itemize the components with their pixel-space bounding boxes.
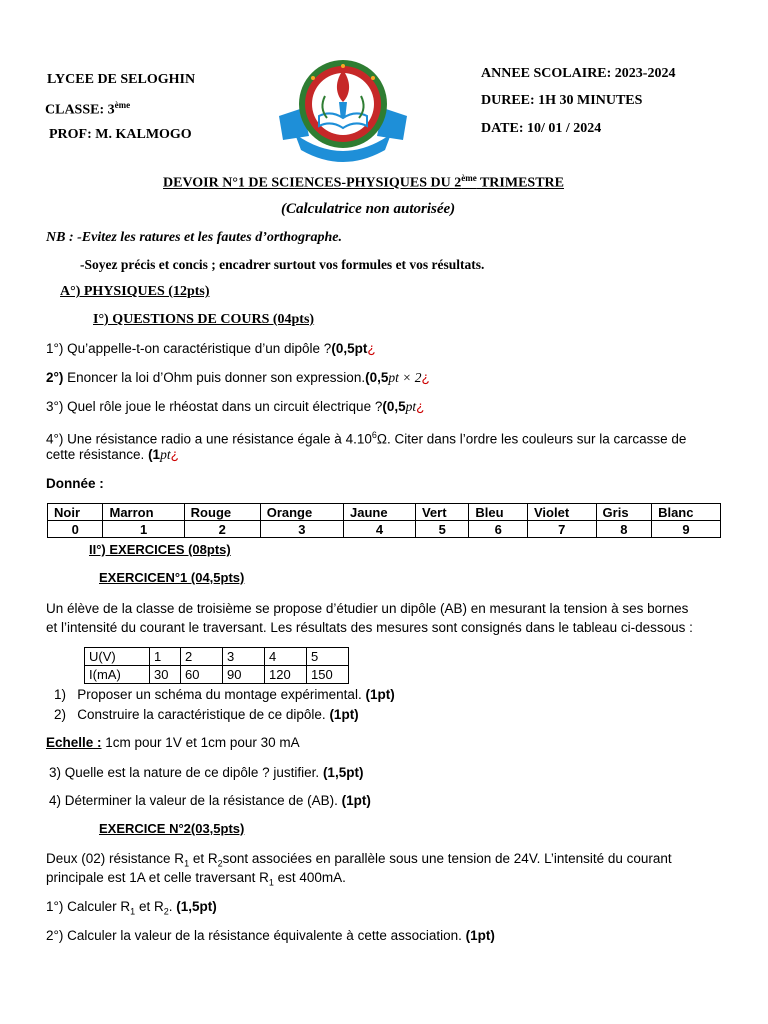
color-cell: Blanc xyxy=(652,504,721,521)
value-cell: 3 xyxy=(260,521,343,538)
exercise-2-question-1: 1°) Calculer $R_1$ et $R_2$. (1,5pt) xyxy=(46,899,217,917)
voltage-row xyxy=(85,648,349,666)
exercise-1-item-2: 2) Construire la caractéristique de ce dipôle. (1pt) xyxy=(54,707,359,722)
section-physics: A°) PHYSIQUES (12pts) xyxy=(60,284,210,299)
exercise-2-question-2: 2°) Calculer la valeur de la résistance équivalente à cette association. (1pt) xyxy=(46,928,495,943)
school-year: ANNEE SCOLAIRE: 2023-2024 xyxy=(481,66,676,81)
value-cell: 7 xyxy=(528,521,597,538)
school-logo xyxy=(273,56,413,164)
table-cell: U(V) xyxy=(85,648,150,666)
measurement-table xyxy=(84,647,349,684)
exam-title: DEVOIR N°1 DE SCIENCES-PHYSIQUES DU 2ème TRIMESTRE xyxy=(163,173,564,191)
value-cell: 6 xyxy=(469,521,528,538)
table-cell: 5 xyxy=(307,648,349,666)
exercise-1-question-3: 3) Quelle est la nature de ce dipôle ? justifier. (1,5pt) xyxy=(49,765,364,780)
table-cell: 3 xyxy=(223,648,265,666)
question-4-line-2: cette résistance. (1pt¿ xyxy=(46,447,179,462)
color-cell: Marron xyxy=(103,504,184,521)
table-cell: 150 xyxy=(307,666,349,684)
logo-seal-icon xyxy=(273,56,413,164)
table-cell: 1 xyxy=(150,648,181,666)
color-cell: Bleu xyxy=(469,504,528,521)
question-4-line-1: 4°) Une résistance radio a une résistance égale à 4.10$^6$Ω. Citer dans l’ordre les couleurs sur la carcasse de xyxy=(46,430,687,447)
question-2: 2°) Enoncer la loi d’Ohm puis donner son expression.(0,5pt × 2¿ xyxy=(46,370,430,385)
table-cell: 120 xyxy=(265,666,307,684)
value-cell: 8 xyxy=(596,521,652,538)
value-cell: 0 xyxy=(48,521,103,538)
scale-note: Echelle : 1cm pour 1V et 1cm pour 30 mA xyxy=(46,735,300,750)
table-cell: 30 xyxy=(150,666,181,684)
exam-subtitle: (Calculatrice non autorisée) xyxy=(281,201,456,217)
value-cell: 1 xyxy=(103,521,184,538)
color-code-table xyxy=(47,503,721,538)
exercise-2-title: EXERCICE N°2(03,5pts) xyxy=(99,821,245,836)
nb-line-2: -Soyez précis et concis ; encadrer surtout vos formules et vos résultats. xyxy=(80,257,485,272)
exercise-1-question-4: 4) Déterminer la valeur de la résistance de (AB). (1pt) xyxy=(49,793,371,808)
value-cell: 9 xyxy=(652,521,721,538)
color-names-row xyxy=(48,504,721,521)
exercise-1-title: EXERCICEN°1 (04,5pts) xyxy=(99,570,245,585)
color-cell: Violet xyxy=(528,504,597,521)
prof-name: PROF: M. KALMOGO xyxy=(49,127,192,142)
table-cell: 2 xyxy=(181,648,223,666)
color-values-row xyxy=(48,521,721,538)
current-row xyxy=(85,666,349,684)
exercise-1-intro-1: Un élève de la classe de troisième se propose d’étudier un dipôle (AB) en mesurant la tension à ses bornes xyxy=(46,601,689,616)
table-cell: 4 xyxy=(265,648,307,666)
question-3: 3°) Quel rôle joue le rhéostat dans un circuit électrique ?(0,5pt¿ xyxy=(46,399,425,414)
exercise-1-intro-2: et l’intensité du courant le traversant. Les résultats des mesures sont consignés dans le tableau ci-dessous : xyxy=(46,620,693,635)
value-cell: 2 xyxy=(184,521,260,538)
value-cell: 4 xyxy=(343,521,415,538)
color-cell: Orange xyxy=(260,504,343,521)
school-name: LYCEE DE SELOGHIN xyxy=(47,72,196,87)
exam-duration: DUREE: 1H 30 MINUTES xyxy=(481,93,643,108)
section-questions: I°) QUESTIONS DE COURS (04pts) xyxy=(93,312,315,327)
table-cell: 60 xyxy=(181,666,223,684)
value-cell: 5 xyxy=(415,521,468,538)
table-cell: I(mA) xyxy=(85,666,150,684)
class-label: CLASSE: 3ème xyxy=(45,100,131,118)
color-cell: Vert xyxy=(415,504,468,521)
color-cell: Rouge xyxy=(184,504,260,521)
color-cell: Gris xyxy=(596,504,652,521)
nb-line-1: NB : -Evitez les ratures et les fautes d’orthographe. xyxy=(46,230,342,245)
table-cell: 90 xyxy=(223,666,265,684)
exam-date: DATE: 10/ 01 / 2024 xyxy=(481,121,602,136)
donnee-label: Donnée : xyxy=(46,476,104,491)
section-exercises: II°) EXERCICES (08pts) xyxy=(89,542,231,557)
question-1: 1°) Qu’appelle-t-on caractéristique d’un dipôle ?(0,5pt¿ xyxy=(46,341,376,356)
color-cell: Noir xyxy=(48,504,103,521)
color-cell: Jaune xyxy=(343,504,415,521)
exercise-2-line-1: Deux (02) résistance $R_1$ et $R_2sont$ associées en parallèle sous une tension de 24V. L’intensité du courant xyxy=(46,851,672,869)
exercise-2-line-2: principale est 1A et celle traversant $R_1$ est 400mA. xyxy=(46,870,346,888)
exercise-1-item-1: 1) Proposer un schéma du montage expérimental. (1pt) xyxy=(54,687,395,702)
